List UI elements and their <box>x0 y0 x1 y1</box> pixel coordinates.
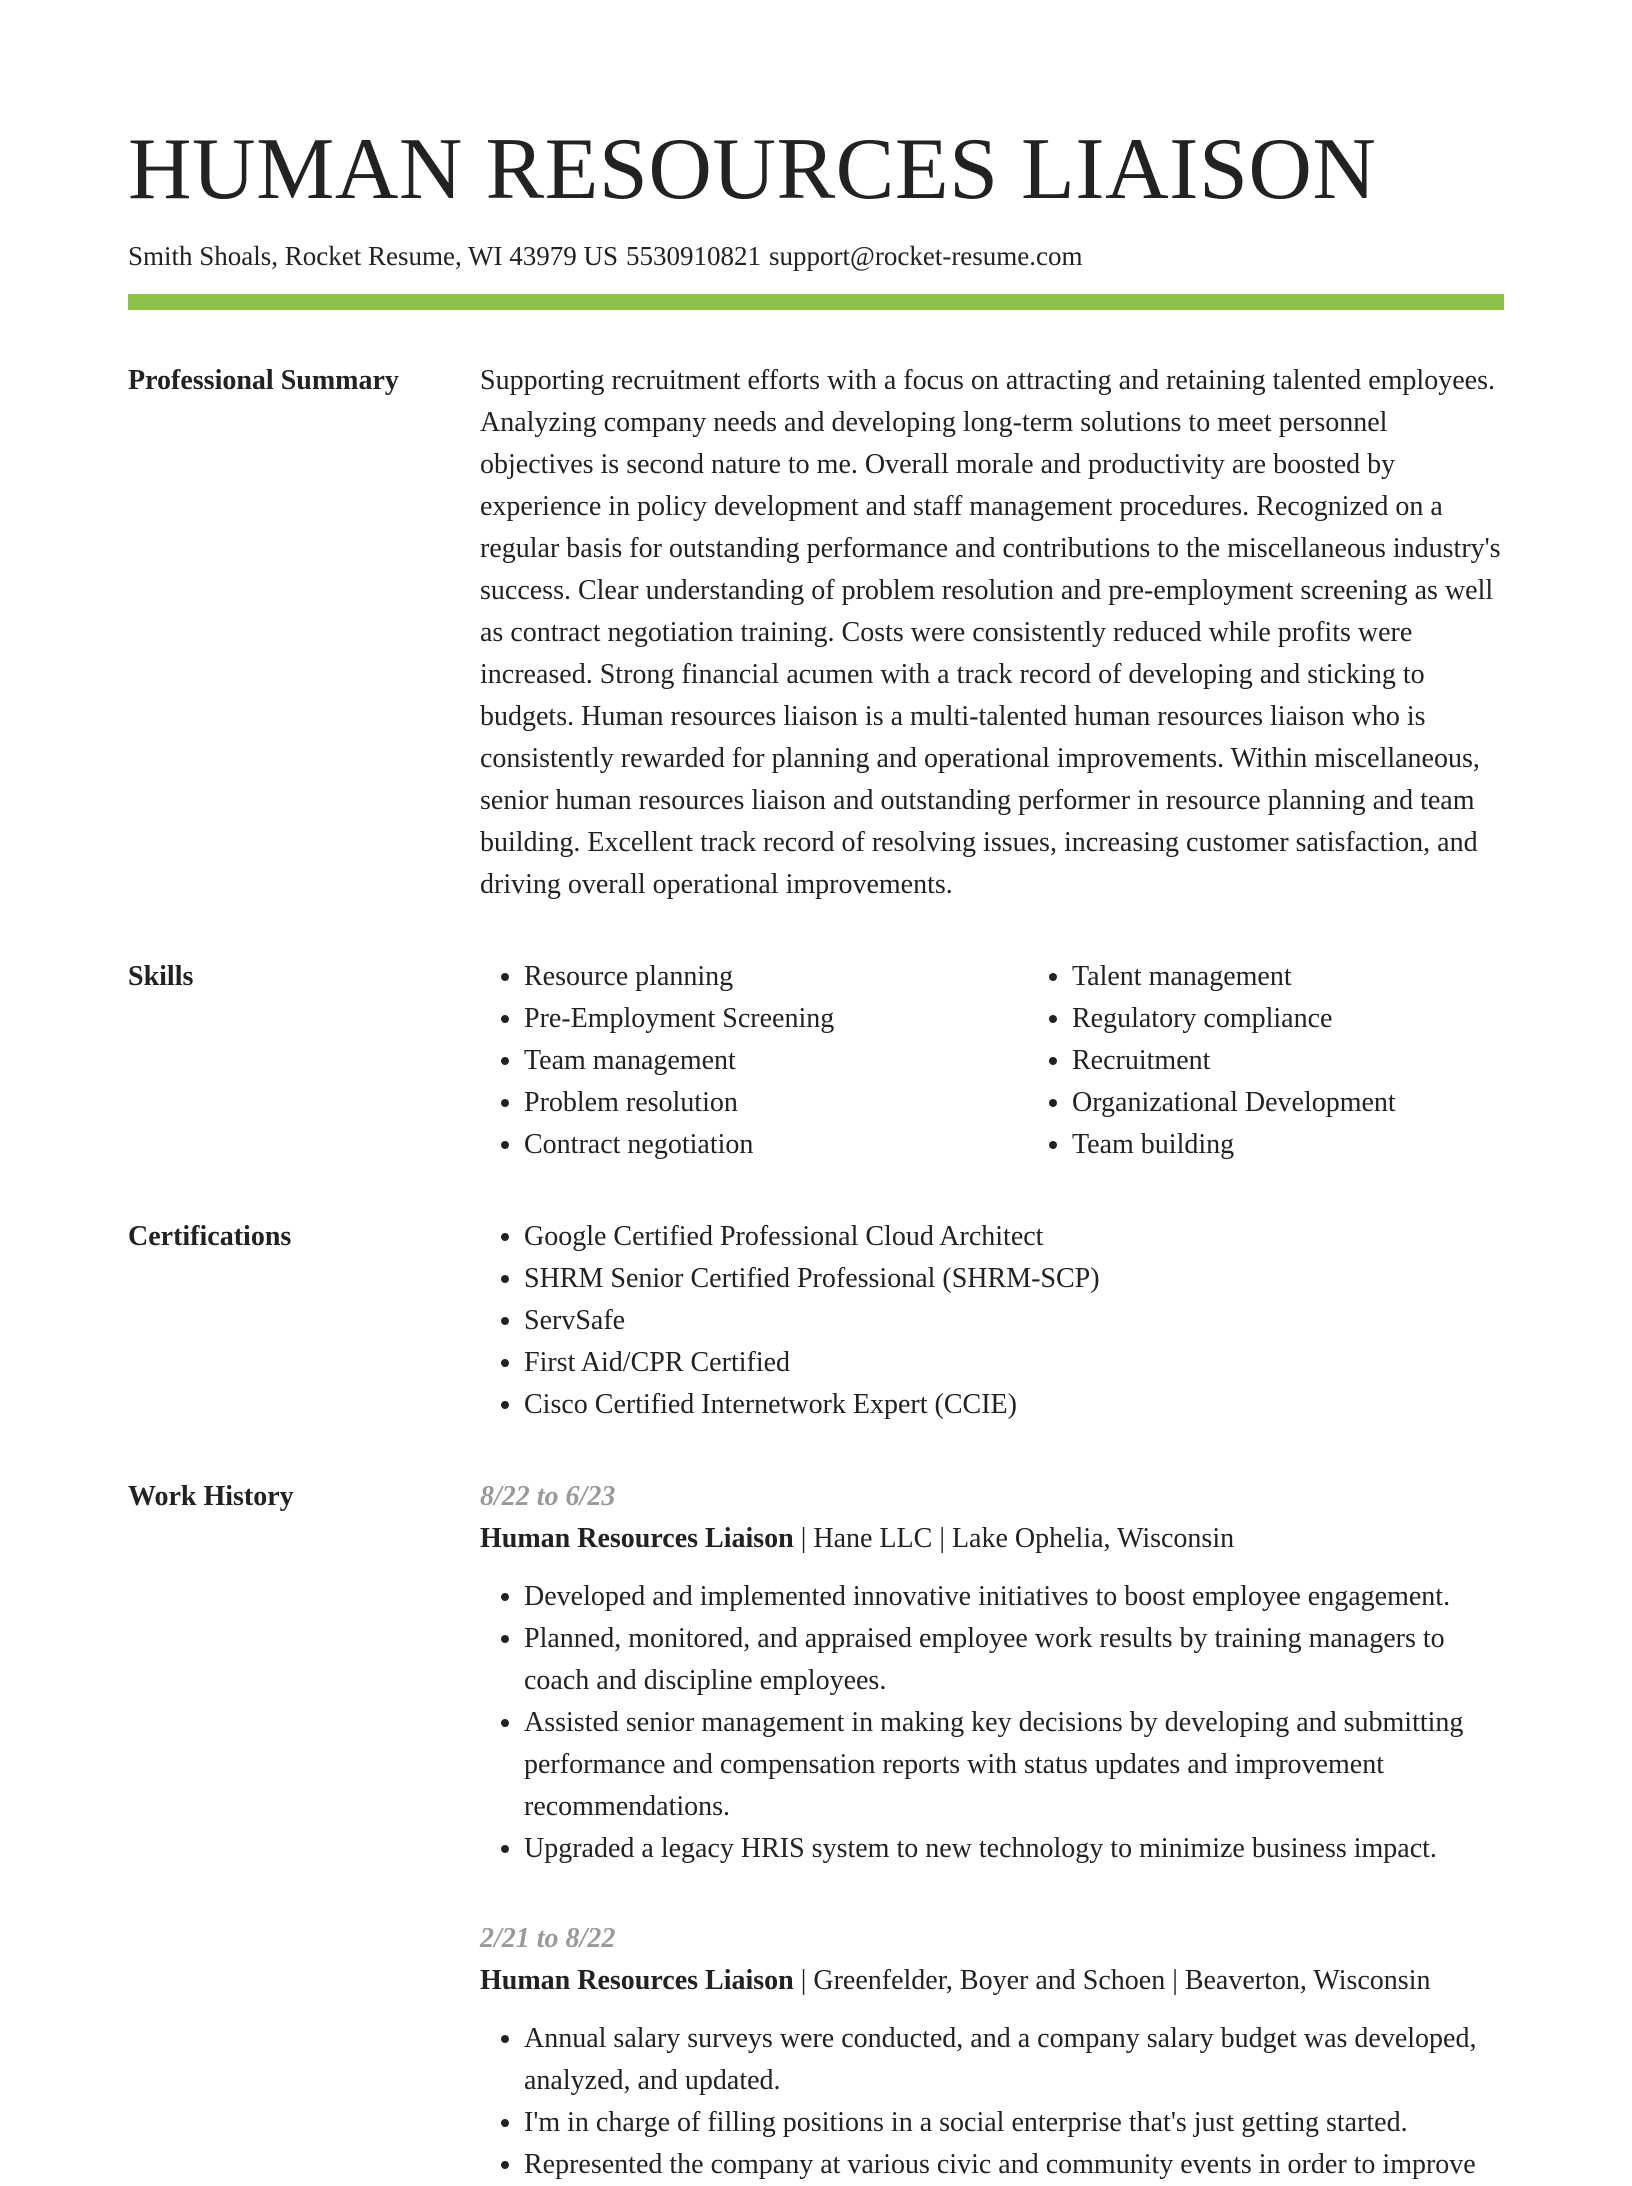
job-heading: Human Resources Liaison | Hane LLC | Lake Ophelia, Wisconsin <box>480 1523 1235 1554</box>
resume-name: HUMAN RESOURCES LIAISON <box>128 121 1377 218</box>
certifications-body <box>480 1216 1504 1426</box>
job-duty-item: • Developed and implemented innovative initiatives to boost employee engagement. <box>524 1576 1504 1618</box>
job-company: Hane LLC <box>813 1523 933 1554</box>
certifications-section <box>128 1216 1504 1426</box>
job-dates: 2/21 to 8/22 <box>480 1923 616 1954</box>
job-duty-item: • I'm in charge of filling positions in a social enterprise that's just getting started. <box>524 2102 1504 2144</box>
skill-item: • Regulatory compliance <box>1072 998 1504 1040</box>
certifications-list <box>480 1216 1504 1426</box>
certification-item: • First Aid/CPR Certified <box>524 1342 1504 1384</box>
job-duty-item: • Upgraded a legacy HRIS system to new technology to minimize business impact. <box>524 1828 1504 1870</box>
skill-item: • Pre-Employment Screening <box>524 998 1028 1040</box>
job-title: Human Resources Liaison <box>480 1523 794 1554</box>
work-history-body <box>480 1476 1504 2186</box>
certifications-heading: Certifications <box>128 1221 292 1252</box>
skill-item: • Problem resolution <box>524 1082 1028 1124</box>
skill-item: • Talent management <box>1072 956 1504 998</box>
summary-heading: Professional Summary <box>128 365 399 396</box>
job-duty-item: • Assisted senior management in making key decisions by developing and submitting performance and compensation reports with status updates and improvement recommendations. <box>524 1702 1504 1828</box>
summary-body <box>480 360 1504 906</box>
job-duty-item: • Annual salary surveys were conducted, and a company salary budget was developed, analyzed, and updated. <box>524 2018 1504 2102</box>
job-entry <box>480 1918 1504 2186</box>
skills-list-right <box>1028 956 1504 1166</box>
job-company: Greenfelder, Boyer and Schoen <box>813 1965 1166 1996</box>
contact-line <box>128 238 1504 274</box>
certification-item: • Google Certified Professional Cloud Architect <box>524 1216 1504 1258</box>
certification-item: • Cisco Certified Internetwork Expert (CCIE) <box>524 1384 1504 1426</box>
skill-item: • Recruitment <box>1072 1040 1504 1082</box>
header-accent-rule <box>128 294 1504 310</box>
skill-item: • Contract negotiation <box>524 1124 1028 1166</box>
skill-item: • Team management <box>524 1040 1028 1082</box>
job-heading: Human Resources Liaison | Greenfelder, Boyer and Schoen | Beaverton, Wisconsin <box>480 1965 1431 1996</box>
certification-item: • ServSafe <box>524 1300 1504 1342</box>
job-location: Lake Ophelia, Wisconsin <box>951 1523 1235 1554</box>
skill-item: • Team building <box>1072 1124 1504 1166</box>
skills-body <box>480 956 1504 1166</box>
work-history-heading: Work History <box>128 1481 294 1512</box>
summary-text: Supporting recruitment efforts with a focus on attracting and retaining talented employees. Analyzing company needs and developing long-term solutions to meet personnel objectives is second nature to me. Overall morale and productivity are boosted by experience in policy development and staff management procedures. Recognized on a regular basis for outstanding performance and contributions to the miscellaneous industry's success. Clear understanding of problem resolution and pre-employment screening as well as contract negotiation training. Costs were consistently reduced while profits were increased. Strong financial acumen with a track record of developing and sticking to budgets. Human resources liaison is a multi-talented human resources liaison who is consistently rewarded for planning and operational improvements. Within miscellaneous, senior human resources liaison and outstanding performer in resource planning and team building. Excellent track record of resolving issues, increasing customer satisfaction, and driving overall operational improvements. <box>480 365 1501 900</box>
contact-email: support@rocket-resume.com <box>769 241 1083 271</box>
skills-section <box>128 956 1504 1166</box>
job-duties <box>480 2018 1504 2186</box>
job-location: Beaverton, Wisconsin <box>1184 1965 1431 1996</box>
contact-phone: 5530910821 <box>626 241 761 271</box>
skill-item: • Organizational Development <box>1072 1082 1504 1124</box>
job-entry <box>480 1476 1504 1870</box>
job-dates: 8/22 to 6/23 <box>480 1481 616 1512</box>
skills-heading: Skills <box>128 961 194 992</box>
skill-item: • Resource planning <box>524 956 1028 998</box>
certification-item: • SHRM Senior Certified Professional (SHRM-SCP) <box>524 1258 1504 1300</box>
work-history-section <box>128 1476 1504 2186</box>
job-duty-item: • Represented the company at various civic and community events in order to improve <box>524 2144 1504 2186</box>
job-duties <box>480 1576 1504 1870</box>
job-title: Human Resources Liaison <box>480 1965 794 1996</box>
summary-section <box>128 360 1504 906</box>
skills-list-left <box>480 956 1028 1166</box>
job-duty-item: • Planned, monitored, and appraised employee work results by training managers to coach and discipline employees. <box>524 1618 1504 1702</box>
contact-address: Smith Shoals, Rocket Resume, WI 43979 US <box>128 241 618 271</box>
